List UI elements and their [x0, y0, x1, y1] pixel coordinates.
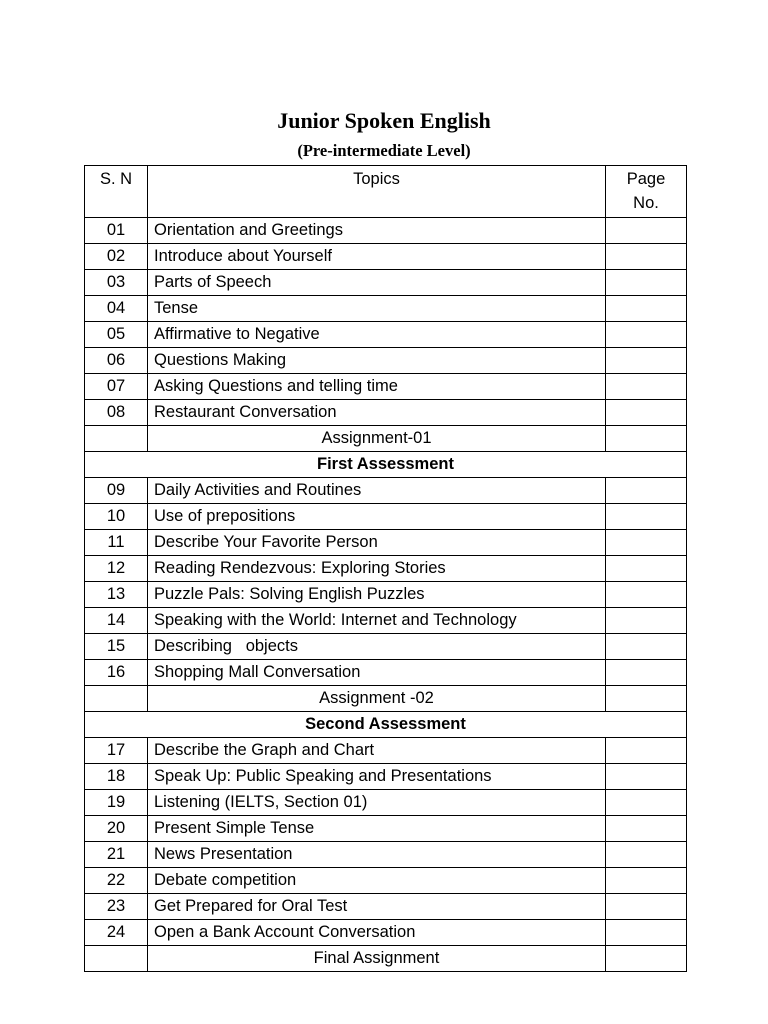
- topic-title: Listening (IELTS, Section 01): [148, 790, 606, 816]
- serial-number: 10: [85, 504, 148, 530]
- table-row: [85, 244, 687, 270]
- page-number-cell: [606, 738, 687, 764]
- topic-title: Describing objects: [148, 634, 606, 660]
- section-title: Second Assessment: [85, 712, 687, 738]
- serial-number: [85, 946, 148, 972]
- page-number-cell: [606, 296, 687, 322]
- section-row: [85, 452, 687, 478]
- assignment-title: Assignment-01: [148, 426, 606, 452]
- table-row: [85, 816, 687, 842]
- table-row: [85, 218, 687, 244]
- page-number-cell: [606, 400, 687, 426]
- table-row: [85, 634, 687, 660]
- table-row: [85, 530, 687, 556]
- table-row: [85, 478, 687, 504]
- table-row: [85, 920, 687, 946]
- page-number-cell: [606, 634, 687, 660]
- table-row: [85, 400, 687, 426]
- topic-title: Introduce about Yourself: [148, 244, 606, 270]
- topic-title: Tense: [148, 296, 606, 322]
- page-number-cell: [606, 426, 687, 452]
- section-row: [85, 712, 687, 738]
- topic-title: Orientation and Greetings: [148, 218, 606, 244]
- table-row: [85, 608, 687, 634]
- serial-number: 20: [85, 816, 148, 842]
- section-title: First Assessment: [85, 452, 687, 478]
- serial-number: 15: [85, 634, 148, 660]
- table-row: [85, 660, 687, 686]
- assignment-row: [85, 426, 687, 452]
- page-number-cell: [606, 686, 687, 712]
- table-row: [85, 894, 687, 920]
- serial-number: 19: [85, 790, 148, 816]
- topic-title: Describe the Graph and Chart: [148, 738, 606, 764]
- serial-number: 24: [85, 920, 148, 946]
- topic-title: Get Prepared for Oral Test: [148, 894, 606, 920]
- page-number-cell: [606, 582, 687, 608]
- table-row: [85, 322, 687, 348]
- serial-number: 01: [85, 218, 148, 244]
- page-number-cell: [606, 556, 687, 582]
- table-header-row: [85, 166, 687, 218]
- page-number-cell: [606, 608, 687, 634]
- serial-number: 16: [85, 660, 148, 686]
- topic-title: Affirmative to Negative: [148, 322, 606, 348]
- serial-number: 18: [85, 764, 148, 790]
- table-row: [85, 374, 687, 400]
- topic-title: Daily Activities and Routines: [148, 478, 606, 504]
- serial-number: [85, 426, 148, 452]
- topic-title: Open a Bank Account Conversation: [148, 920, 606, 946]
- topic-title: Asking Questions and telling time: [148, 374, 606, 400]
- page-number-cell: [606, 660, 687, 686]
- serial-number: [85, 686, 148, 712]
- serial-number: 07: [85, 374, 148, 400]
- topics-table: [84, 165, 687, 972]
- table-row: [85, 842, 687, 868]
- topic-title: Reading Rendezvous: Exploring Stories: [148, 556, 606, 582]
- assignment-title: Final Assignment: [148, 946, 606, 972]
- page-number-cell: [606, 842, 687, 868]
- header-serial-number: S. N: [85, 166, 148, 218]
- table-row: [85, 296, 687, 322]
- serial-number: 02: [85, 244, 148, 270]
- page-number-cell: [606, 894, 687, 920]
- document-subtitle: (Pre-intermediate Level): [297, 141, 471, 160]
- topic-title: Shopping Mall Conversation: [148, 660, 606, 686]
- serial-number: 14: [85, 608, 148, 634]
- page-number-cell: [606, 478, 687, 504]
- page-number-cell: [606, 920, 687, 946]
- table-row: [85, 556, 687, 582]
- topic-title: Debate competition: [148, 868, 606, 894]
- page-number-cell: [606, 270, 687, 296]
- table-row: [85, 504, 687, 530]
- serial-number: 22: [85, 868, 148, 894]
- topic-title: Speaking with the World: Internet and Technology: [148, 608, 606, 634]
- serial-number: 13: [85, 582, 148, 608]
- page-number-cell: [606, 790, 687, 816]
- page-number-cell: [606, 764, 687, 790]
- table-row: [85, 348, 687, 374]
- page-number-cell: [606, 504, 687, 530]
- header-topics: Topics: [148, 166, 606, 218]
- topic-title: Restaurant Conversation: [148, 400, 606, 426]
- serial-number: 06: [85, 348, 148, 374]
- page-number-cell: [606, 244, 687, 270]
- assignment-title: Assignment -02: [148, 686, 606, 712]
- serial-number: 03: [85, 270, 148, 296]
- serial-number: 11: [85, 530, 148, 556]
- page-number-cell: [606, 816, 687, 842]
- serial-number: 08: [85, 400, 148, 426]
- topic-title: Describe Your Favorite Person: [148, 530, 606, 556]
- topic-title: Questions Making: [148, 348, 606, 374]
- serial-number: 17: [85, 738, 148, 764]
- topic-title: Puzzle Pals: Solving English Puzzles: [148, 582, 606, 608]
- page-number-cell: [606, 322, 687, 348]
- page-number-cell: [606, 868, 687, 894]
- serial-number: 21: [85, 842, 148, 868]
- table-row: [85, 582, 687, 608]
- topic-title: News Presentation: [148, 842, 606, 868]
- table-row: [85, 764, 687, 790]
- page-number-cell: [606, 348, 687, 374]
- serial-number: 23: [85, 894, 148, 920]
- document-title: Junior Spoken English: [277, 108, 491, 133]
- topic-title: Parts of Speech: [148, 270, 606, 296]
- header-page-number: Page No.: [606, 166, 687, 218]
- serial-number: 09: [85, 478, 148, 504]
- table-row: [85, 270, 687, 296]
- assignment-row: [85, 686, 687, 712]
- table-row: [85, 790, 687, 816]
- page-number-cell: [606, 218, 687, 244]
- table-row: [85, 868, 687, 894]
- assignment-row: [85, 946, 687, 972]
- page-number-cell: [606, 946, 687, 972]
- serial-number: 04: [85, 296, 148, 322]
- page-number-cell: [606, 374, 687, 400]
- topic-title: Speak Up: Public Speaking and Presentations: [148, 764, 606, 790]
- table-row: [85, 738, 687, 764]
- page-number-cell: [606, 530, 687, 556]
- topic-title: Use of prepositions: [148, 504, 606, 530]
- topics-table-body: [85, 166, 687, 972]
- serial-number: 05: [85, 322, 148, 348]
- serial-number: 12: [85, 556, 148, 582]
- topic-title: Present Simple Tense: [148, 816, 606, 842]
